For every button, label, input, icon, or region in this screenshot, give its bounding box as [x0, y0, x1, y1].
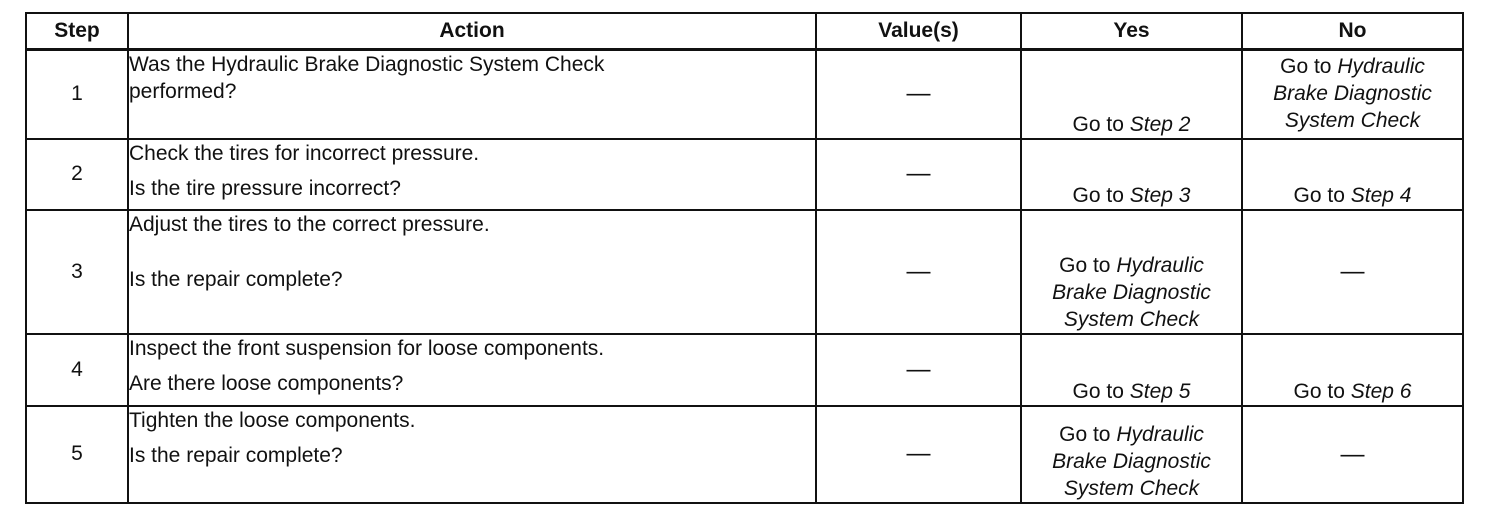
- action-question: Are there loose components?: [129, 371, 404, 395]
- header-no: No: [1242, 13, 1463, 50]
- step-number: 3: [26, 210, 128, 334]
- table-row: [26, 406, 1463, 503]
- yes-cell: [1021, 210, 1242, 334]
- yes-target-link[interactable]: Hydraulic Brake Diagnostic System Check: [1052, 253, 1211, 331]
- yes-cell: [1021, 334, 1242, 406]
- yes-cell: [1021, 139, 1242, 210]
- action-cell: [128, 50, 816, 139]
- yes-cell: [1021, 406, 1242, 503]
- no-prefix: Go to: [1280, 55, 1332, 78]
- action-cell: [128, 406, 816, 503]
- action-text: Was the Hydraulic Brake Diagnostic System Check: [129, 53, 605, 76]
- step-number: 1: [26, 50, 128, 139]
- no-cell: [1242, 50, 1463, 139]
- yes-prefix: Go to: [1072, 379, 1124, 403]
- header-values: Value(s): [816, 13, 1021, 50]
- no-cell: [1242, 334, 1463, 406]
- value-cell: —: [816, 406, 1021, 503]
- value-cell: —: [816, 50, 1021, 139]
- value-cell: —: [816, 334, 1021, 406]
- action-question: Is the repair complete?: [129, 443, 343, 467]
- action-text: Inspect the front suspension for loose components.: [129, 336, 605, 360]
- table-row: [26, 139, 1463, 210]
- header-step: Step: [26, 13, 128, 50]
- table-row: [26, 210, 1463, 334]
- action-cell: [128, 334, 816, 406]
- action-question: Is the repair complete?: [129, 267, 343, 291]
- value-cell: —: [816, 139, 1021, 210]
- header-row: [26, 13, 1463, 50]
- step-number: 5: [26, 406, 128, 503]
- action-text: Tighten the loose components.: [129, 408, 416, 432]
- action-text: performed?: [129, 80, 237, 103]
- no-prefix: Go to: [1293, 183, 1345, 207]
- yes-target-link[interactable]: Step 2: [1129, 112, 1191, 136]
- no-cell: [1242, 139, 1463, 210]
- action-cell: [128, 139, 816, 210]
- header-action: Action: [128, 13, 816, 50]
- no-target-link[interactable]: Step 4: [1350, 183, 1412, 207]
- diagnostic-table: [25, 12, 1464, 504]
- action-question: Is the tire pressure incorrect?: [129, 176, 401, 200]
- no-target-link[interactable]: Hydraulic Brake Diagnostic System Check: [1273, 55, 1432, 132]
- yes-cell: [1021, 50, 1242, 139]
- yes-prefix: Go to: [1072, 112, 1124, 136]
- action-text: Check the tires for incorrect pressure.: [129, 141, 480, 165]
- no-cell: —: [1242, 210, 1463, 334]
- no-target-link[interactable]: Step 6: [1350, 379, 1412, 403]
- yes-prefix: Go to: [1059, 253, 1111, 277]
- no-prefix: Go to: [1293, 379, 1345, 403]
- value-cell: —: [816, 210, 1021, 334]
- no-cell: —: [1242, 406, 1463, 503]
- table-row: [26, 50, 1463, 139]
- yes-target-link[interactable]: Step 3: [1129, 183, 1191, 207]
- yes-prefix: Go to: [1072, 183, 1124, 207]
- step-number: 4: [26, 334, 128, 406]
- action-text: Adjust the tires to the correct pressure.: [129, 212, 490, 236]
- yes-target-link[interactable]: Hydraulic Brake Diagnostic System Check: [1052, 422, 1211, 500]
- header-yes: Yes: [1021, 13, 1242, 50]
- action-cell: [128, 210, 816, 334]
- yes-prefix: Go to: [1059, 422, 1111, 446]
- yes-target-link[interactable]: Step 5: [1129, 379, 1191, 403]
- table-row: [26, 334, 1463, 406]
- step-number: 2: [26, 139, 128, 210]
